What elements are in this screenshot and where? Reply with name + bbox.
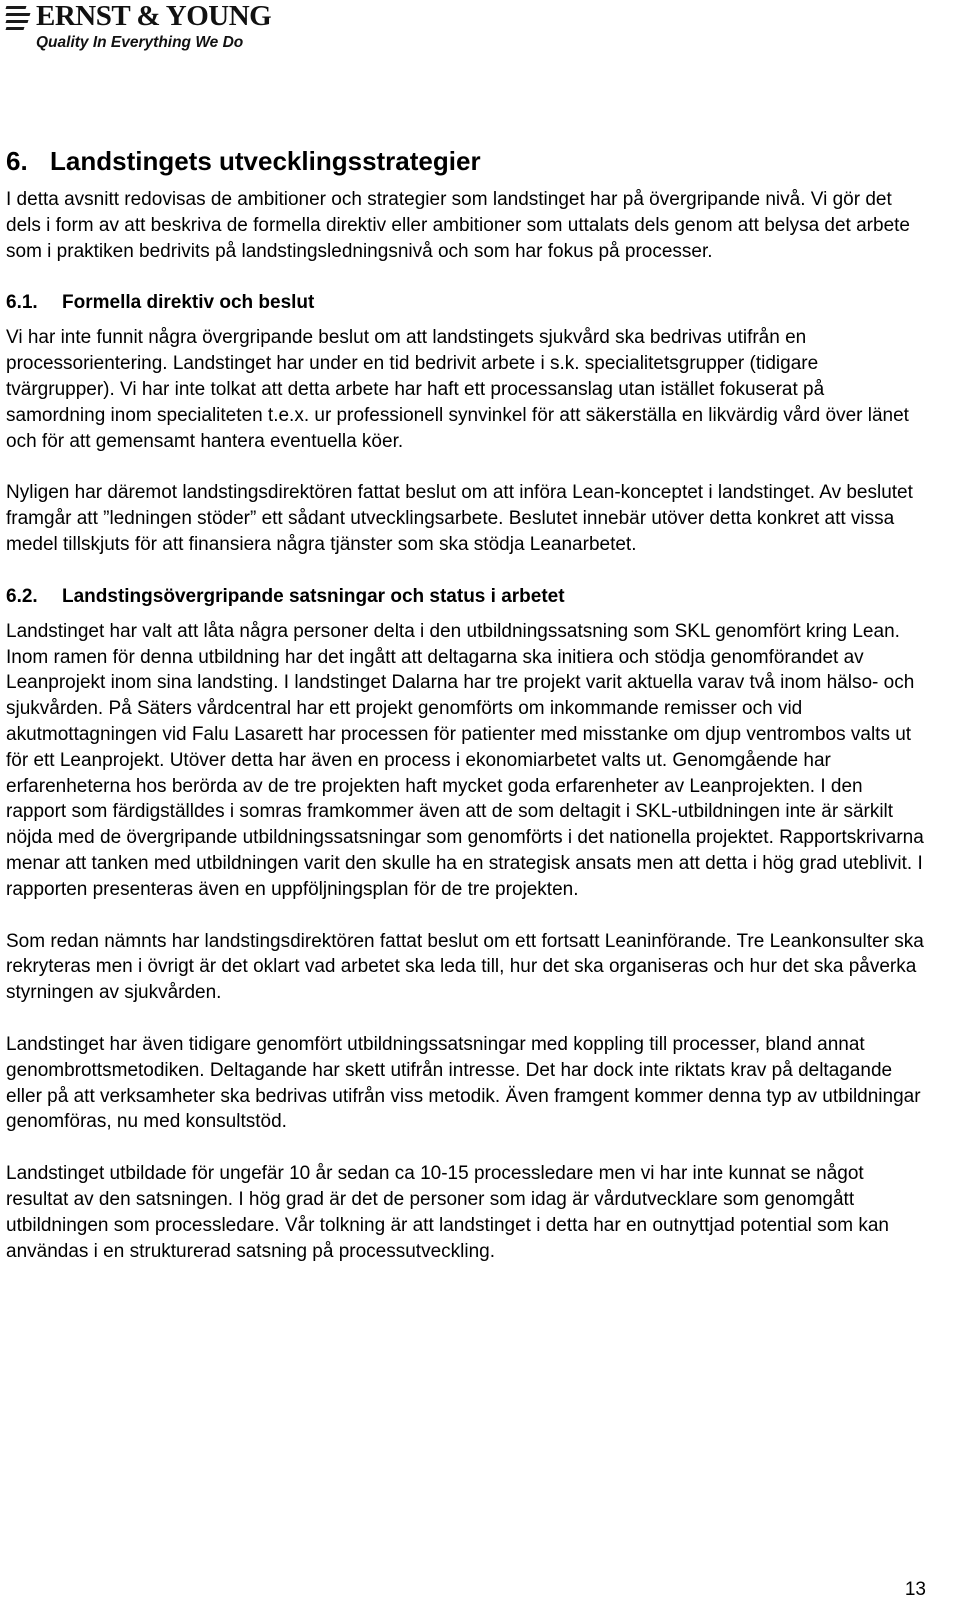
subsection-title: Formella direktiv och beslut [62, 292, 315, 314]
subsection-number: 6.1. [6, 292, 38, 314]
company-tagline: Quality In Everything We Do [36, 34, 244, 51]
page-number: 13 [904, 1579, 926, 1600]
paragraph: Landstinget har valt att låta några personer delta i den utbildningssatsning som SKL genomfört kring Lean. Inom ramen för denna utbildning har det ingått att deltagarna ska initiera och stödja genomförandet av Leanprojekt inom sina landsting. I landstinget Dalarna har tre projekt varit aktuella varav två inom hälso- och sjukvården. På Säters vårdcentral har ett projekt genomförts om inkommande remisser och vid akutmottagningen vid Falu Lasarett har processen för patienter med misstanke om djup ventrombos valts ut för ett Leanprojekt. Utöver detta har även en process i ekonomiarbetet valts ut. Genomgående har erfarenheterna hos berörda av de tre projekten haft mycket goda erfarenheter av Leanprojekten. I den rapport som färdigställdes i somras framkommer även att de som deltagit i SKL-utbildningen inte är särkilt nöjda med de övergripande utbildningssatsningar som genomförts i det nationella projektet. Rapportskrivarna menar att tanken med utbildningen varit den skulle ha en strategisk ansats men att detta i hög grad uteblivit. I rapporten presenteras även en uppföljningsplan för de tre projekten. [6, 620, 924, 900]
section-intro: I detta avsnitt redovisas de ambitioner och strategier som landstinget har på övergripande nivå. Vi gör det dels i form av att beskriva de formella direktiv eller ambitioner som uttalats dels genom att belysa det arbete som i praktiken bedrivits på landstingsledningsnivå och som har fokus på processer. [6, 189, 910, 262]
subsection-number: 6.2. [6, 585, 38, 607]
subsection-heading [6, 290, 928, 316]
company-name: ERNST & YOUNG [36, 0, 272, 32]
section-heading [6, 144, 928, 178]
paragraph: Landstinget har även tidigare genomfört utbildningssatsningar med koppling till processer, bland annat genombrottsmetodiken. Deltagande har skett utifrån intresse. Det har dock inte riktats krav på deltagande eller på att verksamheter ska bedrivas utifrån viss metodik. Även framgent kommer denna typ av utbildningar genomföras, nu med konsultstöd. [6, 1033, 921, 1133]
section-title: Landstingets utvecklingsstrategier [50, 146, 481, 176]
paragraph: Vi har inte funnit några övergripande beslut om att landstingets sjukvård ska bedrivas utifrån en processorientering. Landstinget har under en tid bedrivit arbete i s.k. specialitetsgrupper (tidigare tvärgrupper). Vi har inte tolkat att detta arbete har haft ett processanslag utan istället fokuserat på samordning inom specialiteten t.e.x. ur professionell synvinkel för att säkerställa en likvärdig vård över länet och för att gemensamt hantera eventuella köer. [6, 327, 909, 452]
section-number: 6. [6, 146, 28, 176]
document-body [6, 144, 928, 1290]
paragraph: Landstinget utbildade för ungefär 10 år sedan ca 10-15 processledare men vi har inte kunnat se något resultat av den satsningen. I hög grad är det de personer som idag är vårdutvecklare som genomgått utbildningen som processledare. Vår tolkning är att landstinget i detta har en outnyttjad potential som kan användas i en strukturerad satsning på processutveckling. [6, 1163, 889, 1262]
subsection-heading [6, 584, 928, 610]
ernst-young-logo-mark-icon [6, 6, 32, 30]
paragraph: Nyligen har däremot landstingsdirektören fattat beslut om att införa Lean-konceptet i landstinget. Av beslutet framgår att ”ledningen stöder” ett sådant utvecklingsarbete. Beslutet innebär utöver detta konkret att vissa medel tillskjuts för att finansiera några tjänster som ska stödja Leanarbetet. [6, 482, 913, 555]
paragraph: Som redan nämnts har landstingsdirektören fattat beslut om ett fortsatt Leaninförande. Tre Leankonsulter ska rekryteras men i övrigt är det oklart vad arbetet ska leda till, hur det ska organiseras och hur det ska påverka styrningen av sjukvården. [6, 930, 924, 1004]
company-logo [6, 0, 272, 56]
subsection-title: Landstingsövergripande satsningar och status i arbetet [62, 585, 565, 607]
